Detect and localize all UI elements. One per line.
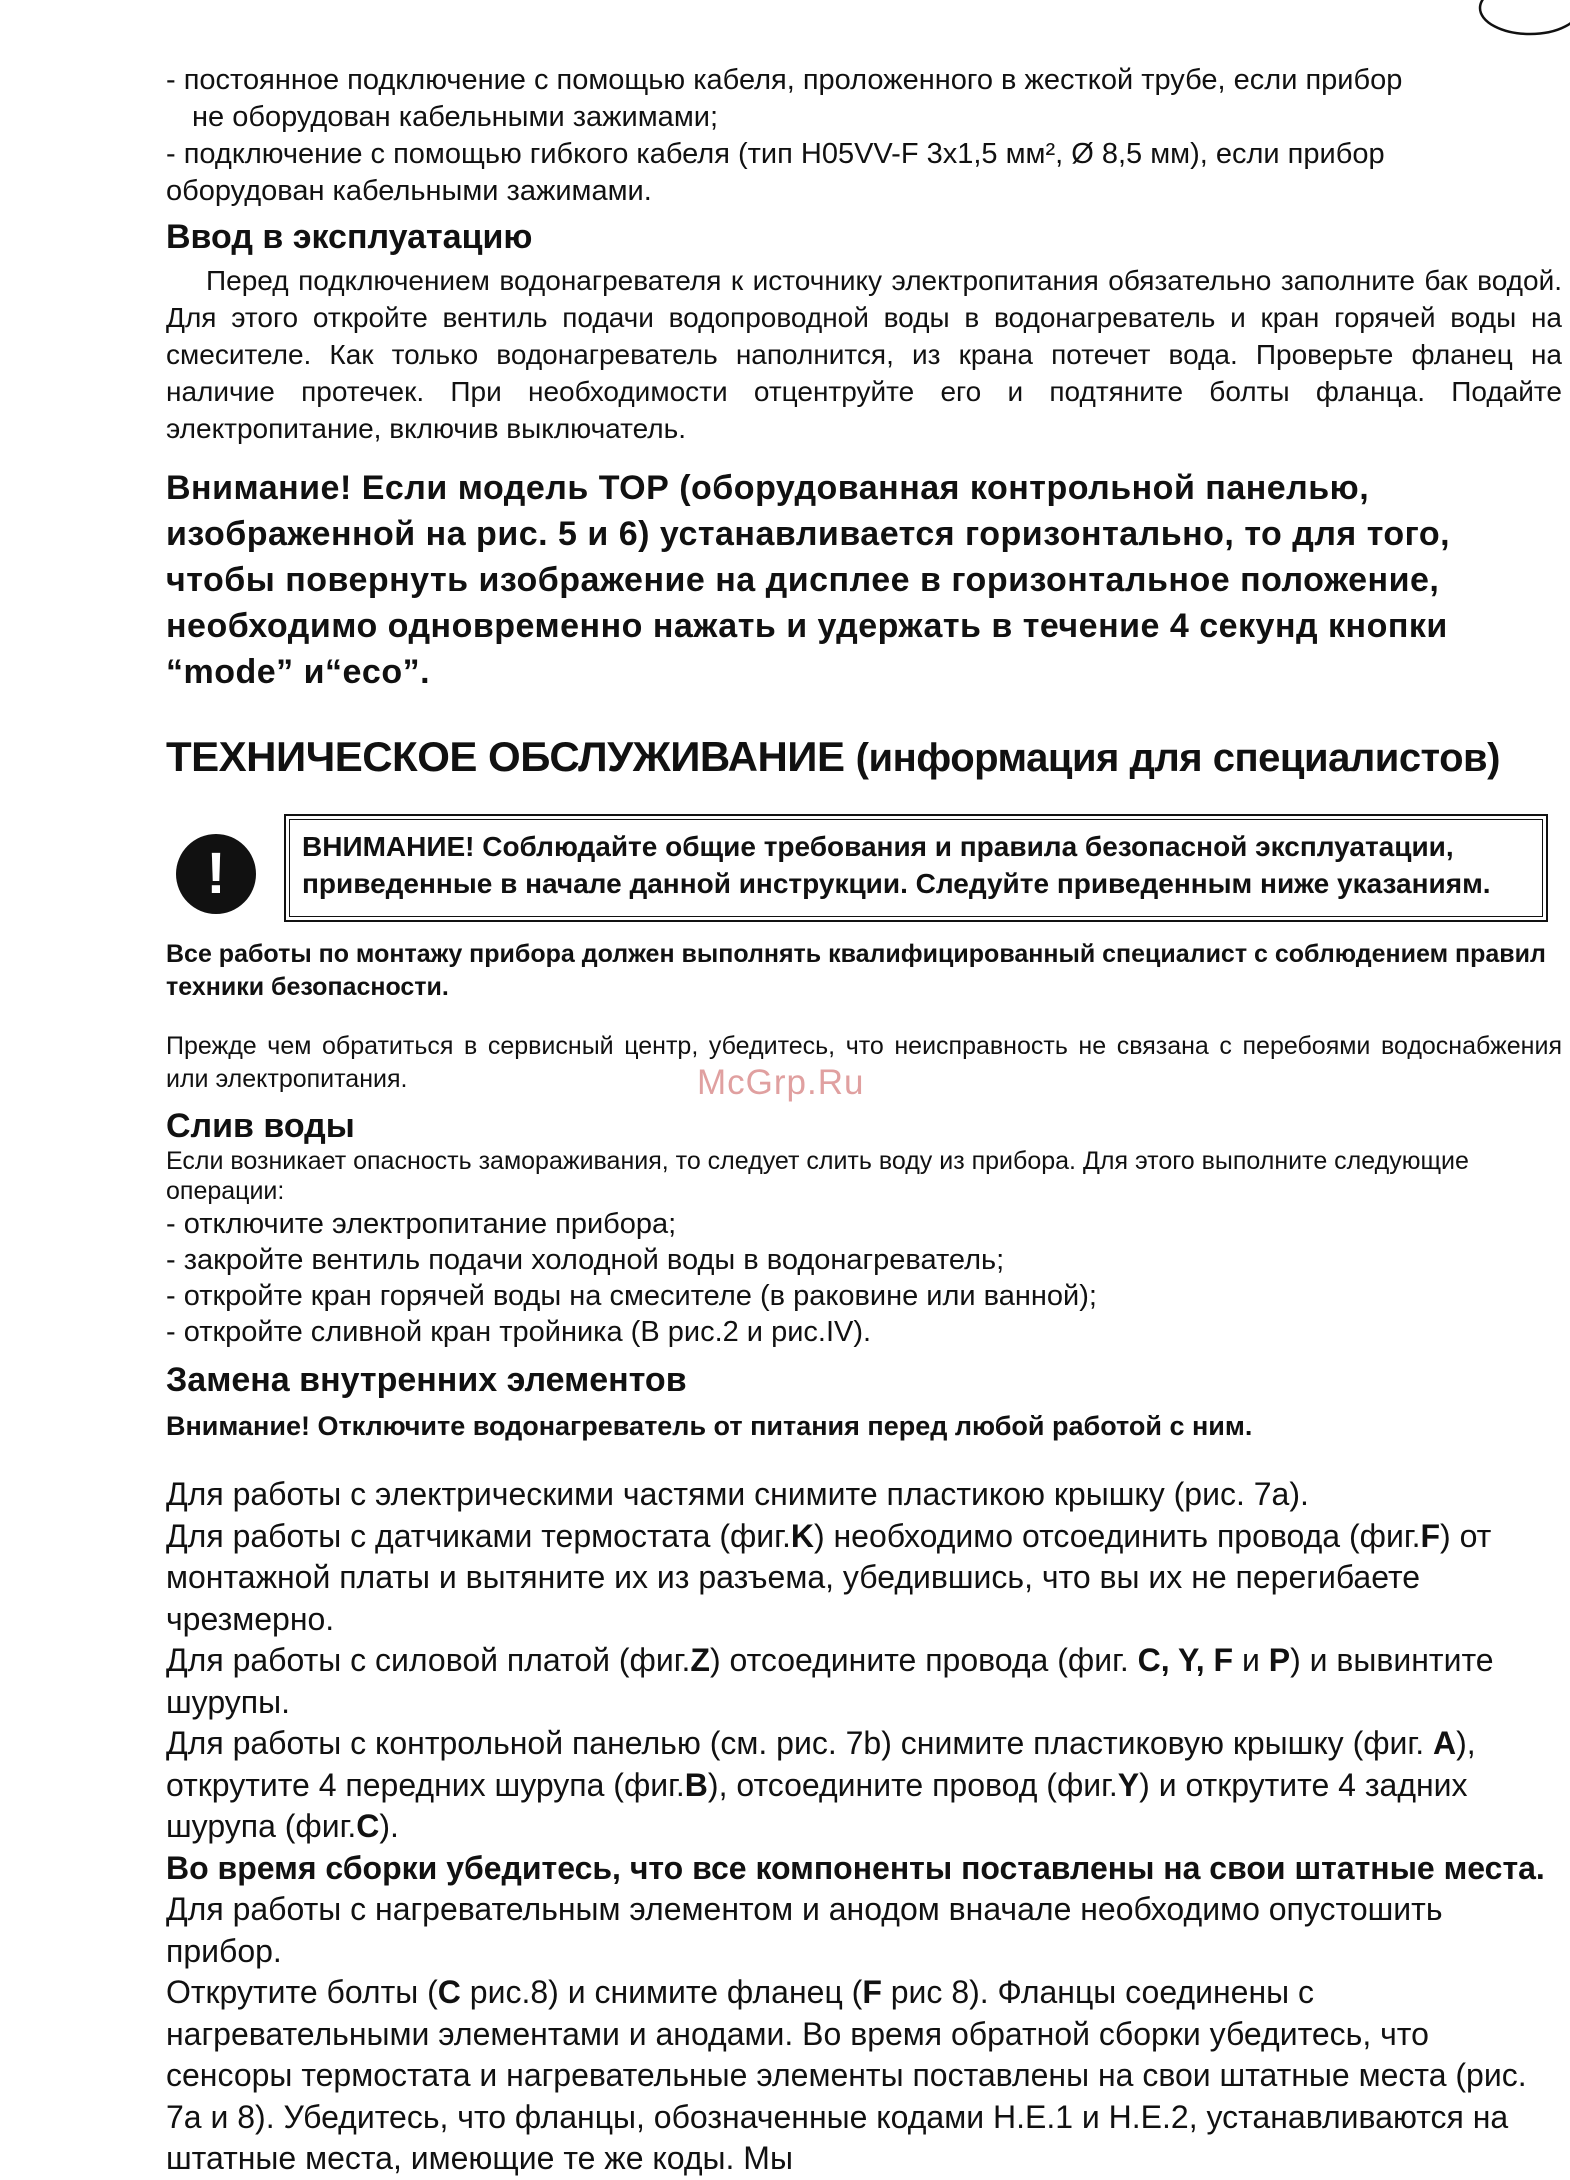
paragraph: Для работы с силовой платой (фиг.Z) отсоедините провода (фиг. C, Y, F и P) и вывинтите шурупы. xyxy=(166,1642,1494,1720)
replace-heading: Замена внутренних элементов xyxy=(166,1361,687,1399)
paragraph: Для работы с электрическими частями снимите пластикою крышку (рис. 7а). xyxy=(166,1476,1309,1512)
commissioning-heading: Ввод в эксплуатацию xyxy=(166,218,533,256)
list-item: не оборудован кабельными зажимами; xyxy=(192,101,719,133)
paragraph: Для работы с контрольной панелью (см. рис. 7b) снимите пластиковую крышку (фиг. A), открутите 4 передних шурупа (фиг.B), отсоедините провод (фиг.Y) и открутите 4 задних шурупа (фиг.C). xyxy=(166,1725,1476,1844)
page-number-oval xyxy=(1468,0,1570,42)
list-item: - откройте кран горячей воды на смесителе (в раковине или ванной); xyxy=(166,1280,1097,1312)
watermark: McGrp.Ru xyxy=(697,1063,865,1102)
warning-block xyxy=(166,814,1562,926)
drain-heading: Слив воды xyxy=(166,1107,355,1145)
list-item: - подключение с помощью гибкого кабеля (тип H05VV-F 3x1,5 мм², Ø 8,5 мм), если прибор xyxy=(166,138,1385,170)
exclamation-icon: ! xyxy=(176,834,256,914)
service-note: Прежде чем обратиться в сервисный центр, убедитесь, что неисправность не связана с перебоями водоснабжения или электропитания. xyxy=(166,1032,1562,1093)
warning-box xyxy=(284,814,1548,922)
list-item: оборудован кабельными зажимами. xyxy=(166,175,652,207)
connection-list xyxy=(166,62,1562,210)
paragraph: Для работы с датчиками термостата (фиг.K) необходимо отсоединить провода (фиг.F) от монтажной платы и вытяните их из разъема, убедившись, что вы их не перегибаете чрезмерно. xyxy=(166,1517,1492,1637)
document-page xyxy=(166,62,1562,2180)
maintenance-title-sub: (информация для специалистов) xyxy=(855,736,1500,780)
commissioning-text: Перед подключением водонагревателя к источнику электропитания обязательно заполните бак водой. Для этого откройте вентиль подачи водопроводной воды в водонагреватель и кран горячей воды на смесителе. Как только водонагреватель наполнится, из крана потечет вода. Проверьте фланец на наличие протечек. При необходимости отцентруйте его и подтяните болты фланца. Подайте электропитание, включив выключатель. xyxy=(166,265,1562,444)
warning-text: ВНИМАНИЕ! Соблюдайте общие требования и правила безопасной эксплуатации, приведенные в начале данной инструкции. Следуйте приведенным ниже указаниям. xyxy=(289,819,1543,917)
qualified-note: Все работы по монтажу прибора должен выполнять квалифицированный специалист с соблюдением правил техники безопасности. xyxy=(166,940,1546,1001)
assembly-note: Во время сборки убедитесь, что все компоненты поставлены на свои штатные места. xyxy=(166,1849,1545,1886)
paragraph: Открутите болты (C рис.8) и снимите фланец (F рис 8). Фланцы соединены с нагревательными элементами и анодами. Во время обратной сборки убедитесь, что сенсоры термостата и нагревательные элементы поставлены на свои штатные места (рис. 7а и 8). Убедитесь, что фланцы, обозначенные кодами Н.Е.1 и Н.Е.2, устанавливаются на штатные места, имеющие те же коды. Мы xyxy=(166,1974,1527,2176)
list-item: - постоянное подключение с помощью кабеля, проложенного в жесткой трубе, если прибор xyxy=(166,64,1403,96)
maintenance-title-main: ТЕХНИЧЕСКОЕ ОБСЛУЖИВАНИЕ xyxy=(166,733,845,780)
list-item: - закройте вентиль подачи холодной воды в водонагреватель; xyxy=(166,1244,1005,1276)
replace-body xyxy=(166,1474,1562,2180)
replace-attention: Внимание! Отключите водонагреватель от питания перед любой работой с ним. xyxy=(166,1411,1253,1441)
commissioning-attention: Внимание! Если модель ТОР (оборудованная контрольной панелью, изображенной на рис. 5 и 6) устанавливается горизонтально, то для того, чтобы повернуть изображение на дисплее в горизонтальное положение, необходимо одновременно нажать и удержать в течение 4 секунд кнопки “mode” и“eco”. xyxy=(166,469,1451,691)
drain-intro: Если возникает опасность замораживания, то следует слить воду из прибора. Для этого выполните следующие операции: xyxy=(166,1147,1469,1205)
paragraph: Для работы с нагревательным элементом и анодом вначале необходимо опустошить прибор. xyxy=(166,1891,1443,1969)
list-item: - отключите электропитание прибора; xyxy=(166,1208,677,1240)
list-item: - откройте сливной кран тройника (В рис.2 и рис.IV). xyxy=(166,1316,872,1348)
drain-steps xyxy=(166,1206,1562,1350)
maintenance-title xyxy=(166,731,1562,784)
